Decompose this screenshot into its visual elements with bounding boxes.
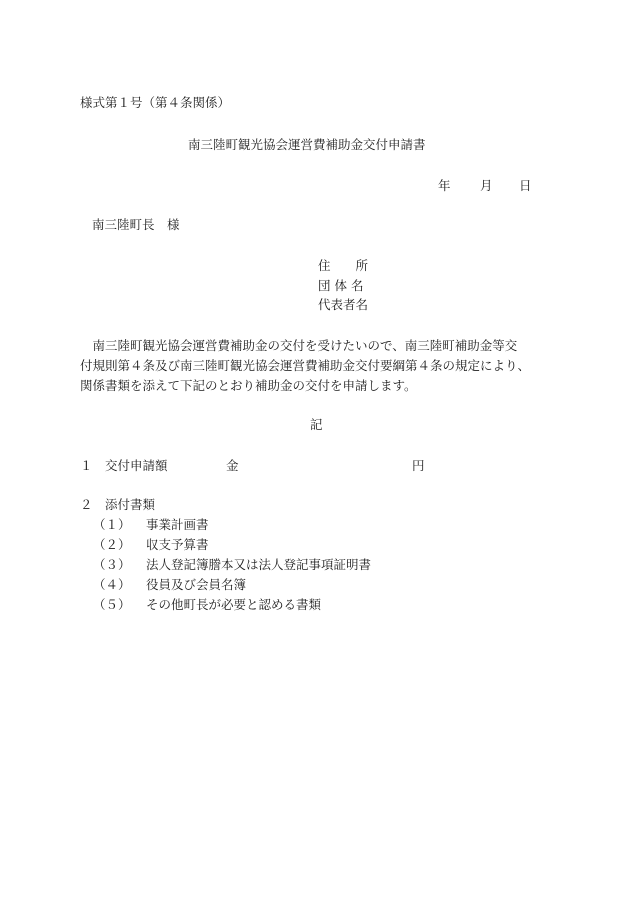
document-title: 南三陸町観光協会運営費補助金交付申請書 xyxy=(188,137,426,152)
date-month: 月 xyxy=(480,178,493,193)
attachment-number: （３） xyxy=(93,557,131,572)
item2-label: 添付書類 xyxy=(105,497,156,512)
attachment-text: 収支予算書 xyxy=(146,537,209,552)
application-statement xyxy=(80,336,560,396)
attachment-number: （１） xyxy=(93,517,131,532)
item1-number: １ xyxy=(80,458,93,473)
date-day: 日 xyxy=(519,178,532,193)
attachment-text: 役員及び会員名簿 xyxy=(146,577,247,592)
attachment-number: （２） xyxy=(93,537,131,552)
attachment-text: その他町長が必要と認める書類 xyxy=(146,597,322,612)
attachment-number: （４） xyxy=(93,577,131,592)
item1-unit: 円 xyxy=(412,458,425,473)
statement-line: 付規則第４条及び南三陸町観光協会運営費補助金交付要綱第４条の規定により、 xyxy=(80,358,531,373)
item1-label: 交付申請額 xyxy=(105,458,168,473)
attachment-text: 事業計画書 xyxy=(146,517,209,532)
applicant-representative-label: 代表者名 xyxy=(318,297,369,312)
applicant-address-label: 住 所 xyxy=(318,258,369,273)
attachment-number: （５） xyxy=(93,597,131,612)
statement-line: 南三陸町観光協会運営費補助金の交付を受けたいので、南三陸町補助金等交 xyxy=(80,338,518,353)
form-label: 様式第１号（第４条関係） xyxy=(80,95,231,110)
ki-heading: 記 xyxy=(310,417,323,432)
date-year: 年 xyxy=(438,178,451,193)
statement-line: 関係書類を添えて下記のとおり補助金の交付を申請します。 xyxy=(80,378,417,393)
attachment-text: 法人登記簿謄本又は法人登記事項証明書 xyxy=(146,557,372,572)
item2-number: ２ xyxy=(80,497,93,512)
applicant-organization-label: 団 体 名 xyxy=(318,278,364,293)
addressee: 南三陸町長 様 xyxy=(92,217,180,232)
item1-amount-prefix: 金 xyxy=(226,458,239,473)
